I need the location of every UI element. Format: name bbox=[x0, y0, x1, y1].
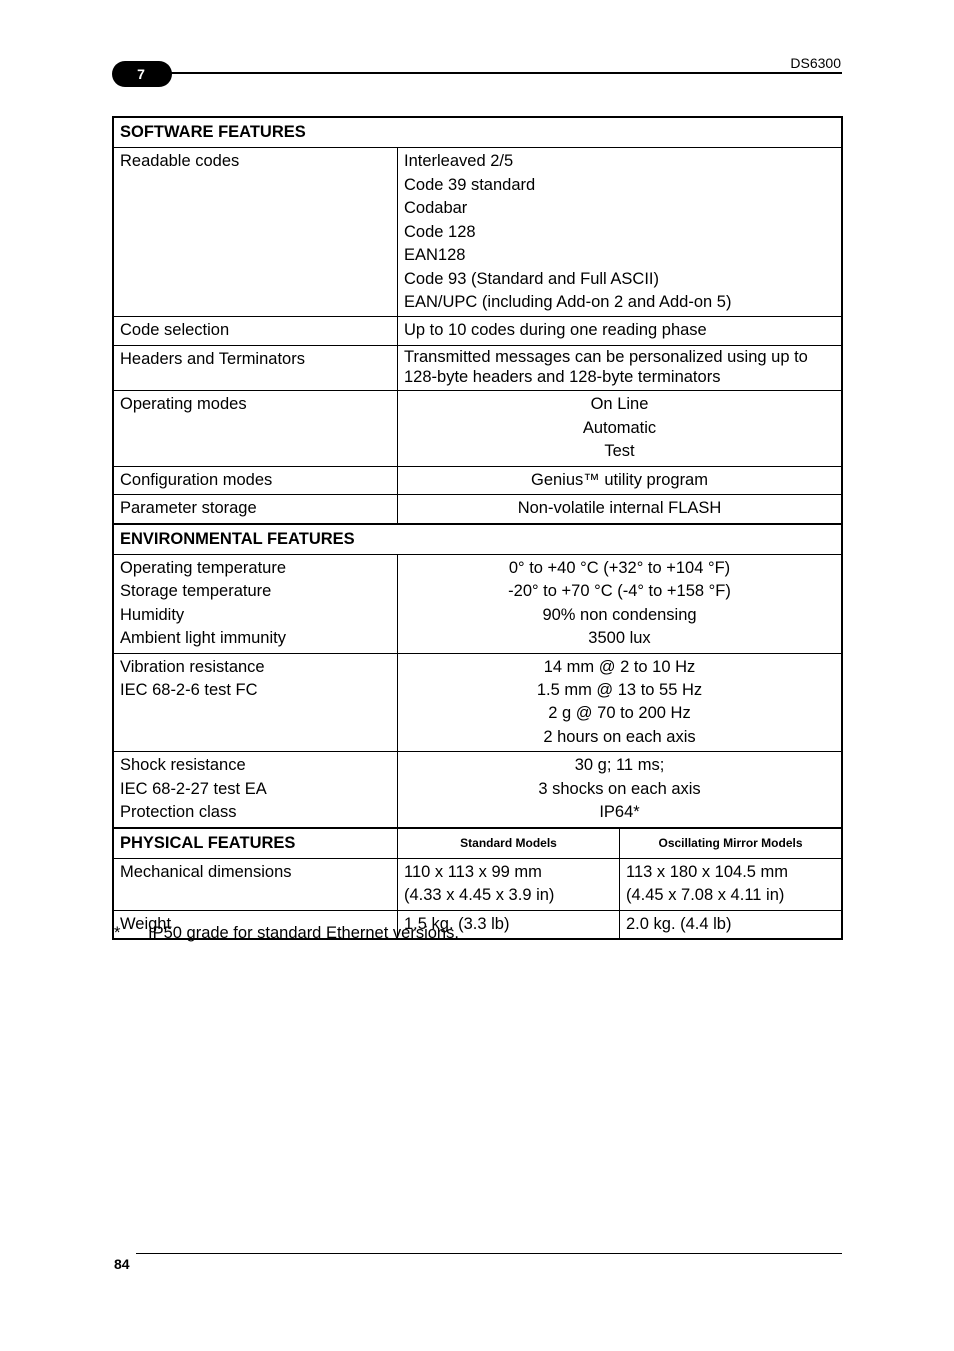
list-item: Interleaved 2/5 bbox=[404, 152, 514, 171]
list-item: Humidity bbox=[120, 605, 185, 624]
page-number: 84 bbox=[114, 1256, 130, 1272]
list-item: IEC 68-2-27 test EA bbox=[120, 779, 267, 798]
footer-rule bbox=[136, 1253, 842, 1254]
footnote-mark: * bbox=[114, 924, 121, 942]
list-item: Ambient light immunity bbox=[120, 629, 286, 648]
list-item: (4.45 x 7.08 x 4.11 in) bbox=[626, 886, 785, 905]
list-item: Protection class bbox=[120, 803, 237, 822]
row-value: Genius™ utility program bbox=[398, 466, 843, 494]
list-item: IP64* bbox=[599, 803, 640, 822]
list-item: Code 93 (Standard and Full ASCII) bbox=[404, 269, 659, 288]
row-label bbox=[113, 653, 398, 752]
table-row bbox=[113, 554, 842, 653]
row-label bbox=[113, 752, 398, 828]
row-value: Non-volatile internal FLASH bbox=[398, 495, 843, 524]
list-item: Storage temperature bbox=[120, 582, 272, 601]
list-item: 0° to +40 °C (+32° to +104 °F) bbox=[508, 558, 731, 577]
specifications-table bbox=[112, 116, 843, 940]
list-item: 90% non condensing bbox=[542, 605, 697, 624]
footnote bbox=[114, 924, 459, 943]
document-id: DS6300 bbox=[790, 55, 841, 71]
list-item: Code 128 bbox=[404, 222, 476, 241]
column-header-oscillating: Oscillating Mirror Models bbox=[620, 828, 843, 859]
header-rule bbox=[160, 72, 842, 74]
row-value: Up to 10 codes during one reading phase bbox=[398, 317, 843, 345]
row-value bbox=[398, 752, 843, 828]
row-value: Transmitted messages can be personalized using up to 128-byte headers and 128-byte terminators bbox=[398, 345, 843, 391]
list-item: -20° to +70 °C (-4° to +158 °F) bbox=[508, 582, 731, 601]
table-row bbox=[113, 466, 842, 494]
table-row bbox=[113, 148, 842, 317]
list-item: Vibration resistance bbox=[120, 657, 265, 676]
row-label: Operating modes bbox=[113, 391, 398, 466]
list-item: Codabar bbox=[404, 199, 468, 218]
row-label: Configuration modes bbox=[113, 466, 398, 494]
table-row bbox=[113, 317, 842, 345]
list-item: Code 39 standard bbox=[404, 175, 536, 194]
footnote-text: IP50 grade for standard Ethernet versions. bbox=[148, 924, 459, 942]
list-item: 1.5 mm @ 13 to 55 Hz bbox=[536, 681, 703, 700]
row-label bbox=[113, 554, 398, 653]
row-label: Weight bbox=[113, 910, 398, 939]
list-item: EAN128 bbox=[404, 246, 466, 265]
list-item: Operating temperature bbox=[120, 558, 287, 577]
table-row bbox=[113, 391, 842, 466]
list-item: 3500 lux bbox=[588, 629, 651, 648]
list-item: Shock resistance bbox=[120, 756, 246, 775]
table-row bbox=[113, 858, 842, 910]
chapter-badge: 7 bbox=[112, 61, 172, 87]
section-header-physical bbox=[113, 828, 842, 859]
column-header-standard: Standard Models bbox=[398, 828, 620, 859]
row-label: Headers and Terminators bbox=[113, 345, 398, 391]
row-value: 1.5 kg. (3.3 lb) bbox=[398, 910, 620, 939]
list-item: Automatic bbox=[582, 418, 657, 437]
list-item: (4.33 x 4.45 x 3.9 in) bbox=[404, 886, 555, 905]
list-item: 14 mm @ 2 to 10 Hz bbox=[543, 657, 696, 676]
row-value bbox=[398, 653, 843, 752]
row-label: Parameter storage bbox=[113, 495, 398, 524]
list-item: 2 g @ 70 to 200 Hz bbox=[548, 704, 691, 723]
list-item: EAN/UPC (including Add-on 2 and Add-on 5) bbox=[404, 292, 732, 311]
row-value: 2.0 kg. (4.4 lb) bbox=[620, 910, 843, 939]
list-item: 3 shocks on each axis bbox=[538, 779, 701, 798]
section-header-software bbox=[113, 117, 842, 148]
table-row bbox=[113, 345, 842, 391]
table-row bbox=[113, 752, 842, 828]
table-row bbox=[113, 653, 842, 752]
list-item: Test bbox=[604, 442, 635, 461]
list-item: 110 x 113 x 99 mm bbox=[404, 862, 542, 881]
row-label: Readable codes bbox=[113, 148, 398, 317]
list-item: On Line bbox=[590, 395, 649, 414]
row-value bbox=[398, 391, 843, 466]
readable-codes-list bbox=[398, 148, 843, 317]
list-item: IEC 68-2-6 test FC bbox=[120, 681, 258, 700]
row-label: Mechanical dimensions bbox=[113, 858, 398, 910]
row-value bbox=[398, 554, 843, 653]
section-title: SOFTWARE FEATURES bbox=[113, 117, 842, 148]
section-title: ENVIRONMENTAL FEATURES bbox=[113, 524, 842, 555]
section-title: PHYSICAL FEATURES bbox=[113, 828, 398, 859]
row-value bbox=[620, 858, 843, 910]
list-item: 2 hours on each axis bbox=[543, 727, 696, 746]
section-header-environmental bbox=[113, 524, 842, 555]
row-label: Code selection bbox=[113, 317, 398, 345]
list-item: 30 g; 11 ms; bbox=[574, 756, 665, 775]
table-row bbox=[113, 495, 842, 524]
list-item: 113 x 180 x 104.5 mm bbox=[626, 862, 789, 881]
row-value bbox=[398, 858, 620, 910]
